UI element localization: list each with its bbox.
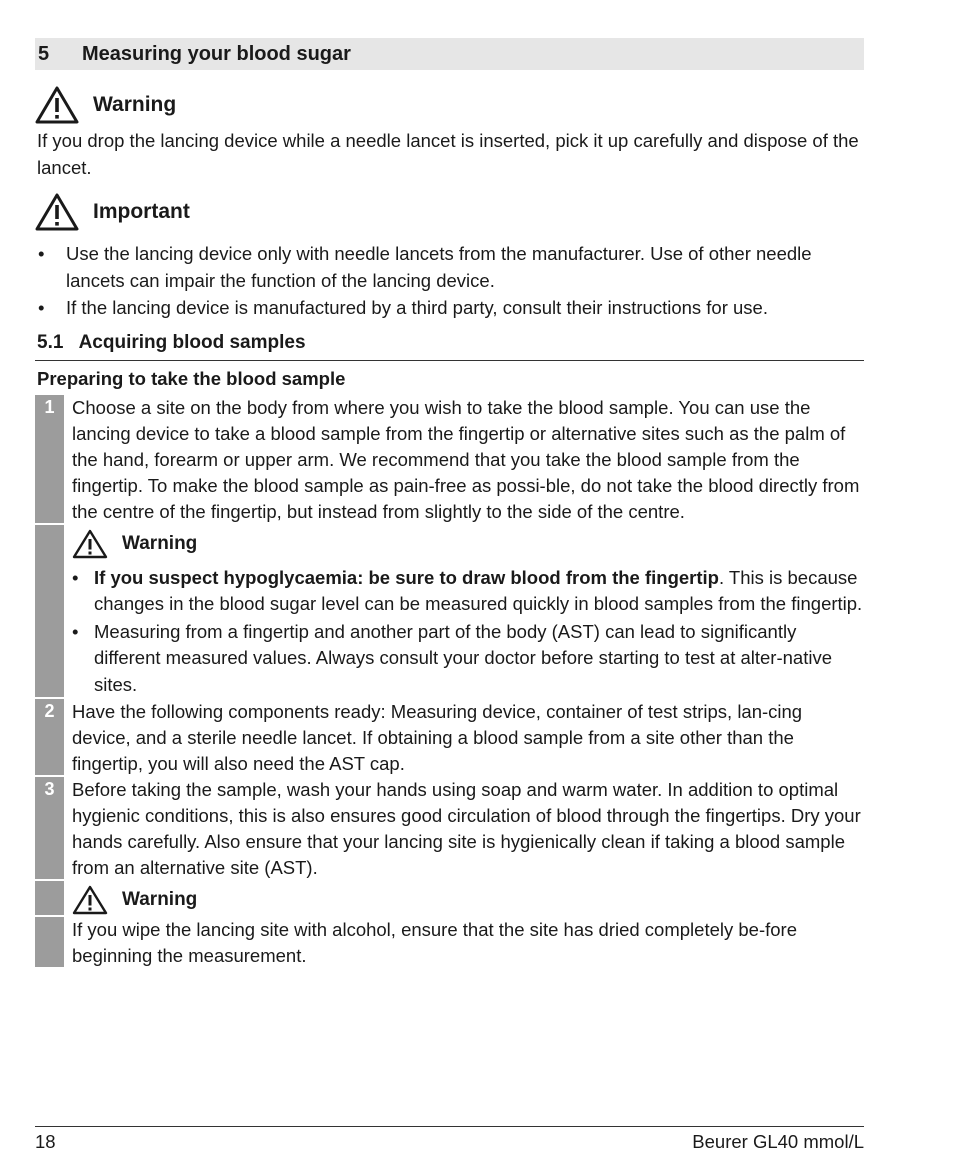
step-gutter bbox=[35, 525, 64, 700]
chapter-number: 5 bbox=[38, 42, 50, 65]
warning-triangle-icon bbox=[72, 885, 108, 915]
subsection-title: Preparing to take the blood sample bbox=[37, 367, 346, 389]
bold-text: If you suspect hypoglycaemia: be sure to draw blood from the fingertip bbox=[94, 566, 719, 588]
step-warning-heading bbox=[72, 525, 864, 561]
list-item: • Use the lancing device only with needle lancets from the manufacturer. Use of other needle lancets can impair the function of the lancing device. bbox=[35, 241, 864, 294]
chapter-title: Measuring your blood sugar bbox=[82, 42, 351, 65]
warning-text: If you drop the lancing device while a needle lancet is inserted, pick it up carefully and dispose of the lancet. bbox=[37, 130, 859, 178]
step-warning-list bbox=[72, 565, 864, 699]
warning-triangle-icon bbox=[35, 193, 79, 231]
step-warning-heading bbox=[72, 881, 864, 917]
section-divider bbox=[35, 360, 864, 361]
steps-list bbox=[35, 395, 864, 970]
step-text: Before taking the sample, wash your hands using soap and warm water. In addition to optimal hygienic conditions, this is also ensures good circulation of blood through the fingertips. Dry your hands carefully. Also ensure that your lancing site is hygienically clean if taking a blood sample from an alternative site (AST). bbox=[72, 779, 861, 878]
bullet-text: . This is because changes in the blood sugar level can be measured quickly in blood samples from the fingertip. bbox=[94, 566, 863, 614]
step-1-warning bbox=[35, 525, 864, 700]
warning-heading bbox=[35, 86, 864, 124]
step-1 bbox=[35, 395, 864, 525]
product-name: Beurer GL40 mmol/L bbox=[692, 1131, 864, 1152]
step-number: 2 bbox=[35, 699, 64, 777]
warning-triangle-icon bbox=[35, 86, 79, 124]
chapter-heading bbox=[35, 38, 864, 70]
step-text: Have the following components ready: Measuring device, container of test strips, lan-cing device, and a sterile needle lancet. If obtaining a blood sample from a site other than the fingertip, you will also need the AST cap. bbox=[72, 701, 803, 774]
warning-triangle-icon bbox=[72, 529, 108, 559]
step-warning-text: If you wipe the lancing site with alcohol, ensure that the site has dried completely be-fore beginning the measurement. bbox=[72, 919, 797, 966]
section-number: 5.1 bbox=[37, 331, 64, 353]
list-item: • If the lancing device is manufactured by a third party, consult their instructions for use. bbox=[35, 295, 864, 322]
step-warning-title: Warning bbox=[122, 532, 198, 554]
page-number: 18 bbox=[35, 1131, 56, 1152]
important-title: Important bbox=[93, 200, 190, 223]
important-heading bbox=[35, 193, 864, 231]
section-heading bbox=[37, 330, 864, 356]
list-item: • Measuring from a fingertip and another part of the body (AST) can lead to significantly different measured values. Always consult your doctor before starting to test at alter-native sites. bbox=[72, 619, 864, 699]
step-2 bbox=[35, 699, 864, 777]
list-item bbox=[72, 565, 864, 618]
page-footer bbox=[35, 1126, 864, 1153]
step-warning-content bbox=[64, 525, 864, 700]
step-3-warning bbox=[35, 881, 864, 917]
step-text: Choose a site on the body from where you wish to take the blood sample. You can use the lancing device to take a blood sample from the fingertip or alternative sites such as the palm of the hand, forearm or upper arm. We recommend that you take the blood sample from the fingertip. To make the blood sample as pain-free as possi-ble, do not take the blood directly from the centre of the fingertip, but instead from slightly to the side of the centre. bbox=[72, 396, 860, 522]
manual-page bbox=[35, 38, 864, 969]
step-gutter bbox=[35, 917, 64, 969]
step-number: 3 bbox=[35, 777, 64, 881]
important-list bbox=[35, 241, 864, 322]
step-number: 1 bbox=[35, 395, 64, 525]
section-title: Acquiring blood samples bbox=[78, 331, 306, 353]
step-3 bbox=[35, 777, 864, 881]
step-warning-title: Warning bbox=[122, 889, 198, 910]
warning-title: Warning bbox=[93, 93, 177, 116]
step-gutter bbox=[35, 881, 64, 917]
step-3-warning-text-row bbox=[35, 917, 864, 969]
step-warning-content bbox=[64, 881, 864, 917]
